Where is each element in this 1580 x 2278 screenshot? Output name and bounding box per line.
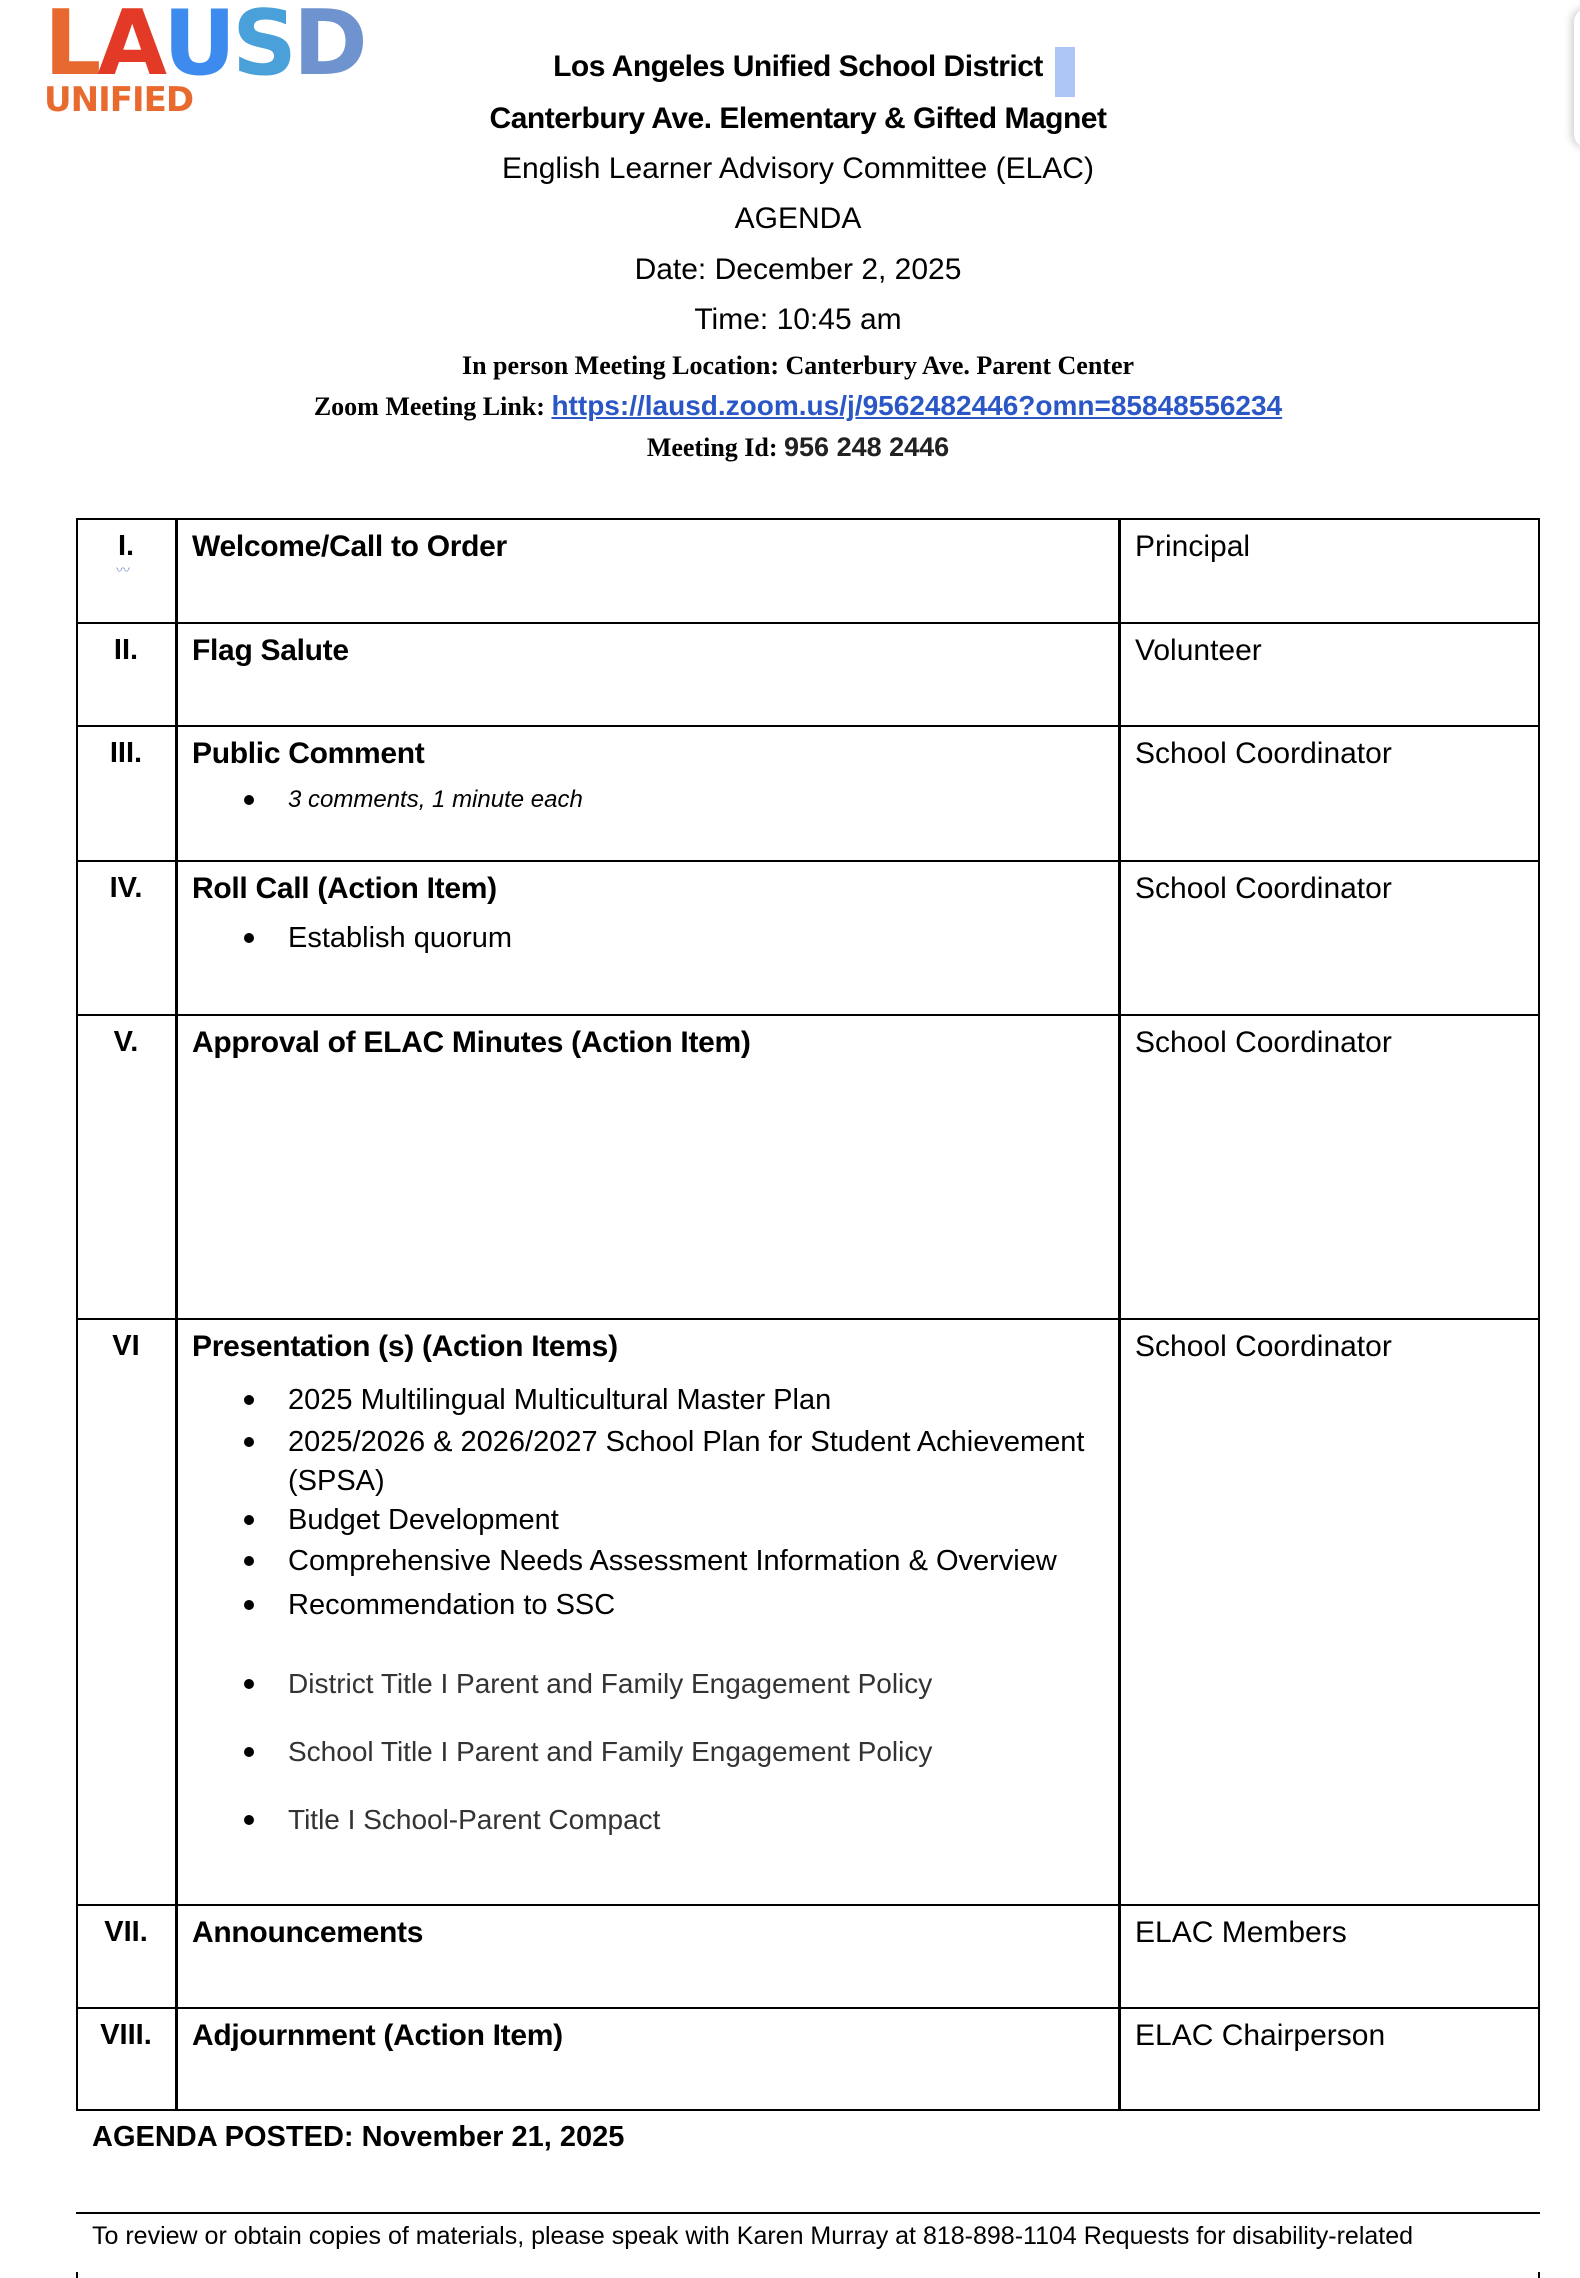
committee-name: English Learner Advisory Committee (ELAC)	[502, 152, 1094, 185]
bullet-item: Recommendation to SSC	[192, 1582, 1084, 1628]
bullet-item: District Title I Parent and Family Engagement Policy	[192, 1650, 932, 1718]
zoom-link[interactable]: https://lausd.zoom.us/j/9562482446?omn=85848556234	[551, 390, 1283, 421]
item-presenter: School Coordinator	[1135, 872, 1392, 905]
meeting-id-label: Meeting Id:	[646, 433, 785, 462]
item-title: Roll Call (Action Item)	[192, 872, 497, 905]
item-presenter: School Coordinator	[1135, 1026, 1392, 1059]
logo-letter-s: S	[232, 0, 293, 96]
zoom-link-line	[0, 390, 1580, 422]
logo-letter-l: L	[44, 0, 98, 96]
bullet-item: School Title I Parent and Family Engagement Policy	[192, 1718, 932, 1786]
item-presenter: School Coordinator	[1135, 737, 1392, 770]
agenda-row	[76, 1318, 1540, 1904]
logo-subtitle: UNIFIED	[44, 80, 194, 120]
meeting-time: Time: 10:45 am	[694, 303, 902, 336]
item-number: VII.	[104, 1916, 148, 1948]
bullet-item: 2025/2026 & 2026/2027 School Plan for Student Achievement	[192, 1422, 1084, 1462]
bullet-item: Comprehensive Needs Assessment Information & Overview	[192, 1540, 1084, 1582]
bullet-item: Establish quorum	[192, 918, 512, 958]
spellcheck-squiggle: 〰	[116, 562, 130, 578]
item-number: V.	[113, 1026, 139, 1058]
item-title: Welcome/Call to Order	[192, 530, 507, 563]
meeting-date: Date: December 2, 2025	[634, 253, 962, 286]
bullet-item: 3 comments, 1 minute each	[192, 783, 583, 817]
agenda-row	[76, 1014, 1540, 1318]
item-presenter: Volunteer	[1135, 634, 1262, 667]
item-title: Presentation (s) (Action Items)	[192, 1330, 618, 1363]
item-number: VI	[112, 1330, 140, 1362]
school-name: Canterbury Ave. Elementary & Gifted Magnet	[489, 102, 1107, 135]
meeting-id-line	[0, 432, 1580, 463]
item-title: Public Comment	[192, 737, 425, 770]
materials-note-row	[76, 2212, 1540, 2272]
item-presenter: ELAC Chairperson	[1135, 2019, 1386, 2052]
logo-letter-u: U	[163, 0, 233, 96]
agenda-posted-row	[76, 2109, 1540, 2212]
item-number: IV.	[109, 872, 143, 904]
text-selection-highlight	[1055, 47, 1075, 97]
item-presenter: School Coordinator	[1135, 1330, 1392, 1363]
bullet-item: 2025 Multilingual Multicultural Master Plan	[192, 1378, 1084, 1422]
item-title: Flag Salute	[192, 634, 349, 667]
bullet-item-continuation: (SPSA)	[288, 1465, 385, 1497]
item-presenter: Principal	[1135, 530, 1251, 563]
item-bullets	[192, 1378, 1084, 1628]
item-title: Adjournment (Action Item)	[192, 2019, 563, 2052]
agenda-row	[76, 622, 1540, 725]
agenda-row	[76, 518, 1540, 622]
zoom-link-label: Zoom Meeting Link:	[313, 392, 552, 421]
item-number: III.	[109, 737, 143, 769]
agenda-row	[76, 725, 1540, 860]
logo-letter-a: A	[97, 0, 164, 96]
logo-letter-d: D	[292, 0, 364, 96]
item-presenter: ELAC Members	[1135, 1916, 1347, 1949]
materials-note: To review or obtain copies of materials, please speak with Karen Murray at 818-898-1104 Requests for disability-related	[92, 2222, 1414, 2250]
item-bullets	[192, 918, 512, 958]
meeting-id-value: 956 248 2446	[784, 432, 950, 462]
item-number: VIII.	[100, 2019, 152, 2051]
item-title: Announcements	[192, 1916, 424, 1949]
document-type: AGENDA	[734, 202, 862, 235]
item-bullets	[192, 783, 583, 817]
item-title: Approval of ELAC Minutes (Action Item)	[192, 1026, 751, 1059]
meeting-location: In person Meeting Location: Canterbury Ave. Parent Center	[461, 351, 1135, 380]
agenda-row	[76, 1904, 1540, 2007]
district-name: Los Angeles Unified School District	[553, 50, 1043, 83]
bullet-item: Budget Development	[192, 1500, 1084, 1540]
item-number: I.	[117, 530, 135, 562]
agenda-posted-date: AGENDA POSTED: November 21, 2025	[92, 2121, 625, 2153]
item-bullets-secondary	[192, 1650, 932, 1854]
agenda-row	[76, 2007, 1540, 2109]
item-number: II.	[113, 634, 139, 666]
bullet-item: Title I School-Parent Compact	[192, 1786, 932, 1854]
agenda-row	[76, 860, 1540, 1014]
